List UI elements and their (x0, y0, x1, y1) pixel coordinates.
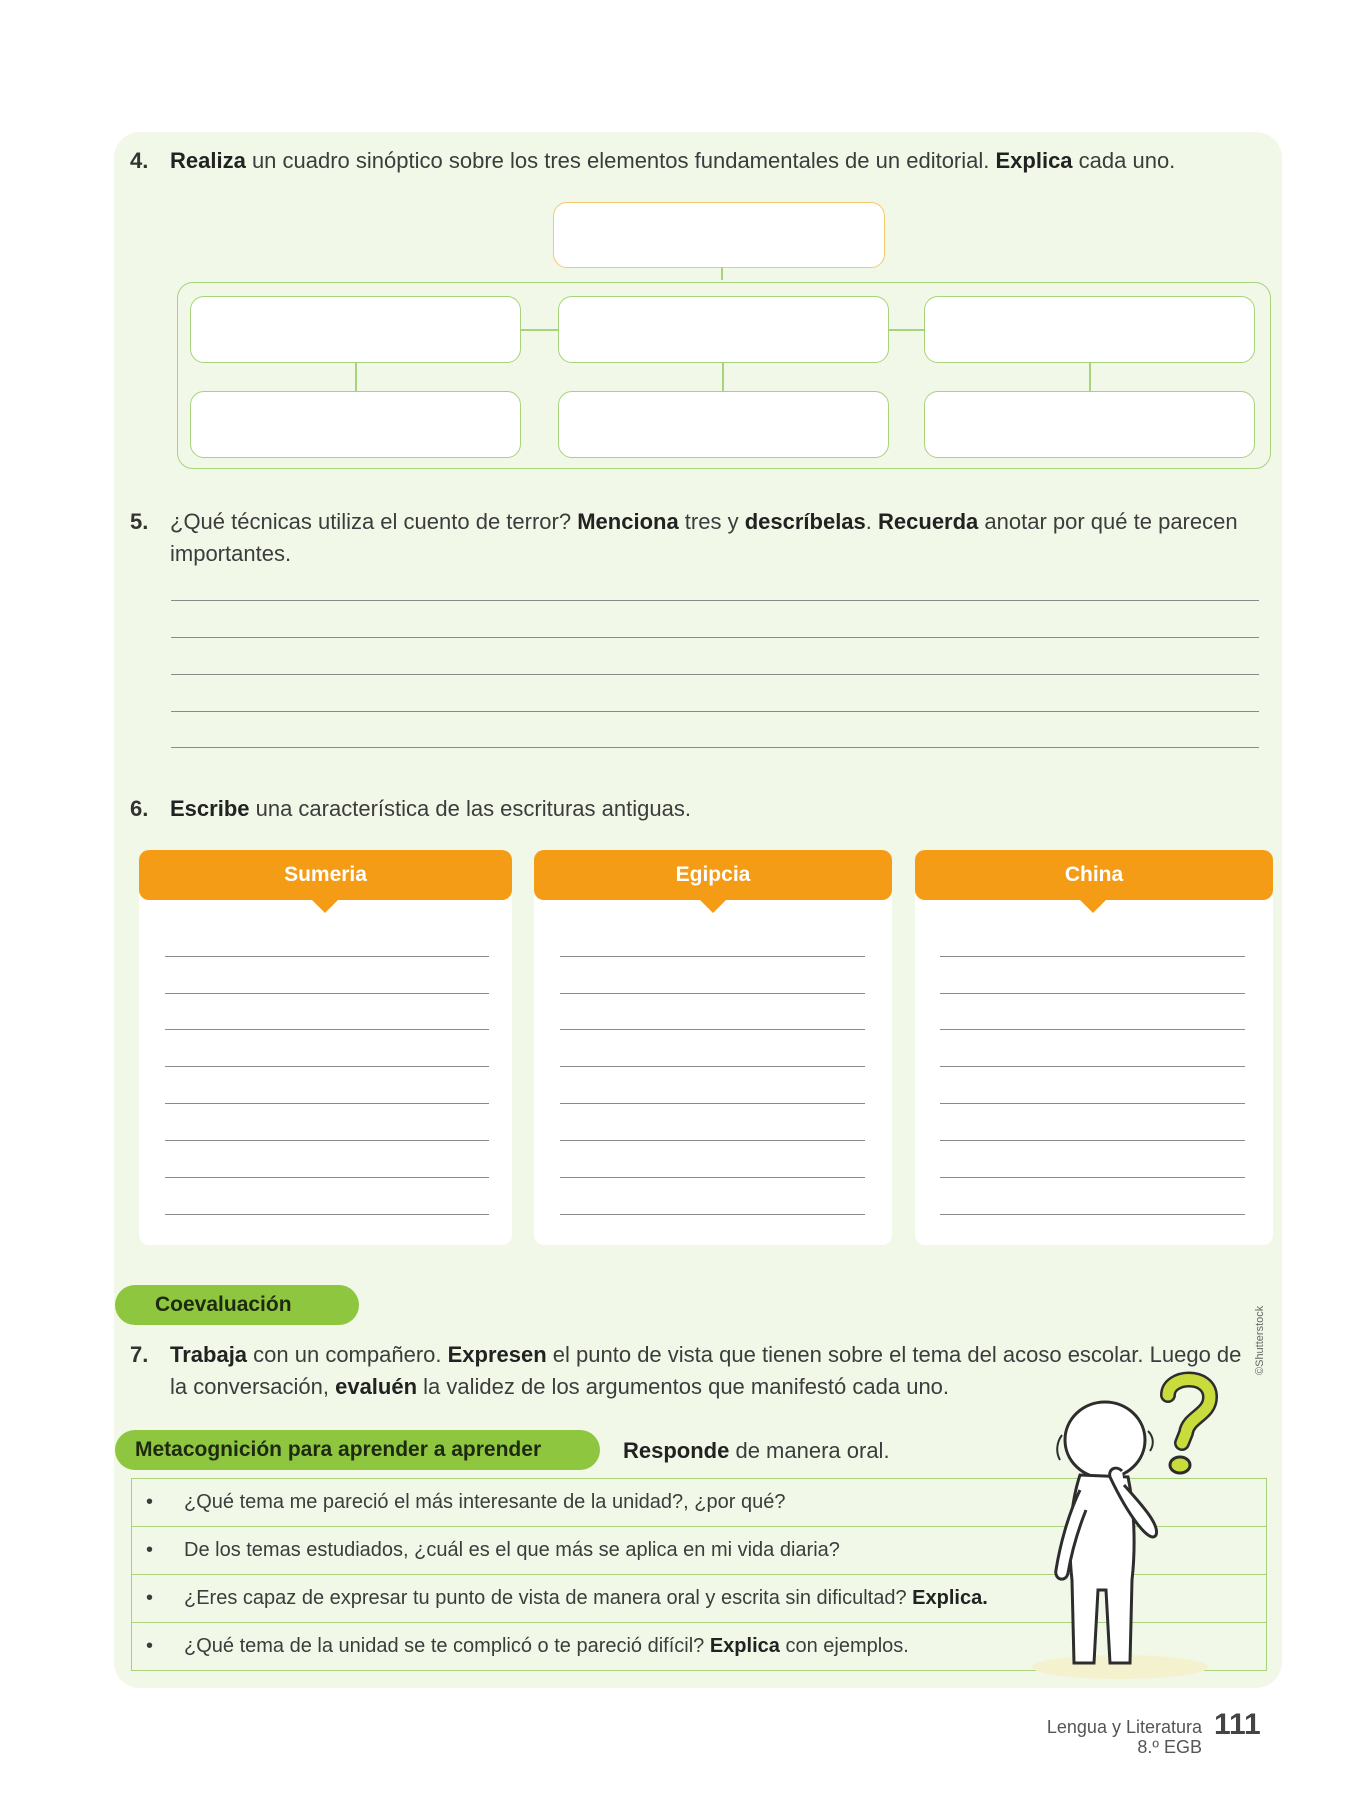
coevaluacion-label: Coevaluación (115, 1285, 359, 1325)
grade-label: 8.º EGB (1137, 1737, 1202, 1757)
connector (1089, 363, 1091, 391)
q5-text: tres y (678, 509, 745, 534)
item-bold: Explica (709, 1635, 780, 1657)
connector (521, 329, 558, 331)
image-credit: ©Shutterstock (1254, 1305, 1266, 1375)
card-header-egipcia: Egipcia (534, 850, 892, 900)
verb-describelas: descríbelas (744, 509, 866, 534)
writing-line[interactable] (165, 1066, 489, 1067)
writing-line[interactable] (940, 1214, 1245, 1215)
bullet: • (146, 1539, 154, 1561)
q7-text: el punto de vista que tienen sobre el tema del acoso escolar. Luego de (546, 1342, 1242, 1367)
writing-line[interactable] (165, 1177, 489, 1178)
writing-line[interactable] (560, 1029, 865, 1030)
q6-text: una característica de las escrituras antiguas. (249, 796, 691, 821)
card-pointer (1080, 900, 1106, 913)
writing-line[interactable] (940, 993, 1245, 994)
writing-line[interactable] (165, 1214, 489, 1215)
question-7-line-2 (170, 1371, 949, 1402)
q4-text: un cuadro sinóptico sobre los tres elementos fundamentales de un editorial. (245, 148, 996, 173)
writing-line[interactable] (560, 1177, 865, 1178)
writing-line[interactable] (165, 993, 489, 994)
question-number: 5. (130, 509, 149, 534)
item-text: ¿Qué tema de la unidad se te complicó o te pareció difícil? (184, 1635, 710, 1657)
item-text: De los temas estudiados, ¿cuál es el que más se aplica en mi vida diaria? (184, 1539, 840, 1561)
writing-line[interactable] (171, 600, 1259, 601)
writing-line[interactable] (560, 1140, 865, 1141)
writing-line[interactable] (560, 956, 865, 957)
verb-responde: Responde (623, 1438, 730, 1463)
synoptic-element-box-3[interactable] (924, 296, 1255, 363)
connector (889, 329, 924, 331)
synoptic-explanation-box-1[interactable] (190, 391, 521, 458)
subject-name: Lengua y Literatura (1046, 1717, 1202, 1737)
writing-line[interactable] (940, 1029, 1245, 1030)
item-text: con ejemplos. (779, 1635, 909, 1657)
connector (355, 363, 357, 391)
writing-line[interactable] (940, 1103, 1245, 1104)
writing-line[interactable] (940, 1066, 1245, 1067)
item-text: ¿Eres capaz de expresar tu punto de vista de manera oral y escrita sin dificultad? (184, 1587, 913, 1609)
q5-text: . (865, 509, 879, 534)
figure-head (1065, 1402, 1145, 1478)
writing-line[interactable] (165, 1140, 489, 1141)
metacognicion-item-text (184, 1479, 785, 1526)
card-pointer (312, 900, 338, 913)
metacognicion-instruction (623, 1436, 890, 1466)
verb-realiza: Realiza (170, 148, 246, 173)
writing-line[interactable] (940, 1140, 1245, 1141)
writing-line[interactable] (940, 956, 1245, 957)
question-number: 6. (130, 796, 149, 821)
q5-text: anotar por qué te parecen (978, 509, 1238, 534)
card-header-china: China (915, 850, 1273, 900)
verb-trabaja: Trabaja (170, 1342, 248, 1367)
writing-line[interactable] (171, 711, 1259, 712)
q7-text: la conversación, (170, 1374, 336, 1399)
item-text: ¿Qué tema me pareció el más interesante de la unidad?, ¿por qué? (184, 1491, 786, 1513)
writing-line[interactable] (560, 1066, 865, 1067)
q7-text: la validez de los argumentos que manifestó cada uno. (417, 1374, 950, 1399)
writing-line[interactable] (165, 1103, 489, 1104)
bullet: • (146, 1587, 154, 1609)
synoptic-root-box[interactable] (553, 202, 885, 268)
verb-evaluen: evaluén (335, 1374, 418, 1399)
metacognicion-label: Metacognición para aprender a aprender (115, 1430, 600, 1470)
question-number: 7. (130, 1342, 149, 1367)
verb-recuerda: Recuerda (878, 509, 979, 534)
instruction-text: de manera oral. (729, 1438, 890, 1463)
writing-line[interactable] (560, 1103, 865, 1104)
synoptic-element-box-2[interactable] (558, 296, 889, 363)
writing-line[interactable] (171, 747, 1259, 748)
question-5-line-2: importantes. (170, 541, 292, 566)
verb-escribe: Escribe (170, 796, 250, 821)
question-6 (130, 794, 691, 824)
writing-line[interactable] (171, 674, 1259, 675)
writing-line[interactable] (940, 1177, 1245, 1178)
card-header-sumeria: Sumeria (139, 850, 512, 900)
q7-text: con un compañero. (247, 1342, 448, 1367)
q4-text-end: cada uno. (1072, 148, 1176, 173)
motion-mark (1057, 1435, 1062, 1460)
question-number: 4. (130, 148, 149, 173)
writing-line[interactable] (165, 1029, 489, 1030)
writing-line[interactable] (560, 1214, 865, 1215)
metacognicion-item-text (184, 1623, 909, 1670)
q5-text: ¿Qué técnicas utiliza el cuento de terror? (170, 509, 578, 534)
item-bold: Explica. (912, 1587, 988, 1609)
bullet: • (146, 1635, 154, 1657)
writing-line[interactable] (165, 956, 489, 957)
motion-mark (1148, 1431, 1153, 1451)
metacognicion-item-text (184, 1527, 840, 1574)
synoptic-explanation-box-2[interactable] (558, 391, 889, 458)
question-5 (130, 507, 1238, 537)
writing-line[interactable] (560, 993, 865, 994)
card-pointer (700, 900, 726, 913)
connector (721, 267, 723, 280)
synoptic-explanation-box-3[interactable] (924, 391, 1255, 458)
verb-menciona: Menciona (577, 509, 679, 534)
footer-subject (1047, 1717, 1202, 1757)
synoptic-element-box-1[interactable] (190, 296, 521, 363)
thinking-person-illustration (1010, 1365, 1230, 1685)
page-number: 111 (1214, 1708, 1261, 1741)
connector (722, 363, 724, 391)
verb-explica: Explica (995, 148, 1073, 173)
question-4 (130, 146, 1175, 176)
metacognicion-item-text (184, 1575, 988, 1622)
question-mark-icon (1168, 1380, 1210, 1474)
writing-line[interactable] (171, 637, 1259, 638)
verb-expresen: Expresen (447, 1342, 547, 1367)
bullet: • (146, 1491, 154, 1513)
